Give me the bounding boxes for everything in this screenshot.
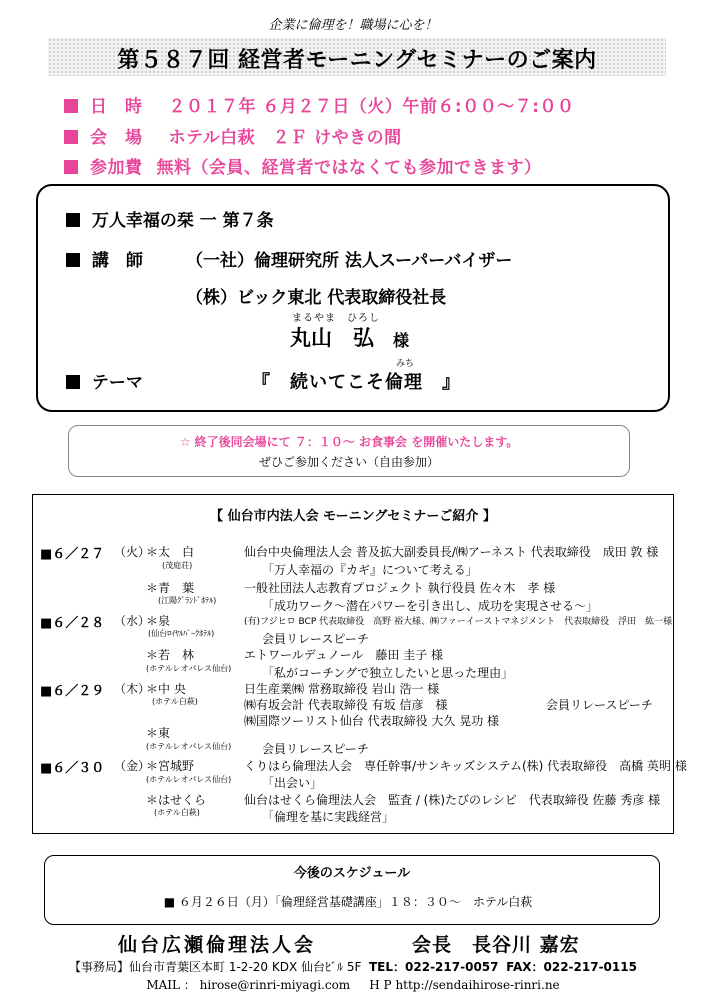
organization-name: 仙台広瀬倫理法人会 (118, 934, 317, 956)
day-dow: （火） (114, 545, 151, 559)
entry-line: エトワールデュノール 藤田 圭子 様 (244, 648, 444, 662)
bullet-square-icon (66, 375, 80, 389)
branch-venue: (ホテル白萩) (154, 808, 200, 817)
theme-label: テーマ (91, 373, 143, 393)
day-date: ■６／２７ (40, 547, 105, 562)
branch-name: ＊宮城野 (146, 759, 195, 773)
entry-line: 仙台中央倫理法人会 普及拡大副委員長/㈱アーネスト 代表取締役 成田 敦 様 (244, 545, 659, 559)
dinner-note: ぜひご参加ください（自由参加） (258, 455, 439, 469)
topic-row (66, 206, 274, 231)
entry-line: 会員リレースピーチ (546, 698, 653, 712)
venue-value: ホテル白萩 ２Ｆ けやきの間 (168, 128, 402, 148)
fax: FAX：022-217-0115 (506, 960, 637, 974)
date-row (64, 92, 575, 117)
entry-line: 「倫理を基に実践経営」 (262, 810, 395, 824)
theme-ruby: みち (396, 359, 415, 369)
entry-line: 「出会い」 (262, 776, 323, 790)
branch-venue: (ホテル白萩) (152, 697, 198, 706)
branch-venue: (ホテルレオパレス仙台) (146, 664, 232, 673)
branch-name: ＊若 林 (146, 648, 195, 662)
phone: TEL：022-217-0057 (369, 960, 499, 974)
email-link[interactable]: hirose@rinri-miyagi.com (199, 978, 351, 992)
lecturer-affiliation-2: （株）ビック東北 代表取締役社長 (186, 288, 447, 308)
branch-name: ＊青 葉 (146, 581, 195, 595)
branch-name: ＊太 白 (146, 545, 195, 559)
speaker-ruby: まるやま ひろし (292, 313, 380, 324)
branch-venue: (ホテルレオパレス仙台) (146, 742, 232, 751)
future-schedule-item: ■ ６月２６日（月）「倫理経営基礎講座」１８：３０～ ホテル白萩 (163, 895, 533, 909)
fee-label: 参加費 (90, 158, 143, 178)
theme-value: 『 続いてこそ倫理 』 (252, 372, 461, 393)
branch-name: ＊泉 (146, 614, 171, 628)
topic: 万人幸福の栞 一 第７条 (91, 211, 274, 231)
branch-name: ＊東 (146, 726, 171, 740)
theme-row (66, 368, 143, 393)
entry-line: 「万人幸福の『カギ』について考える」 (262, 563, 478, 577)
lecturer-affiliation-1: （一社）倫理研究所 法人スーパーバイザー (186, 251, 513, 271)
lecturer-row (66, 246, 143, 271)
intro-title: 【 仙台市内法人会 モーニングセミナーご紹介 】 (210, 509, 496, 524)
entry-line: (有)フジヒロ BCP 代表取締役 高野 裕大様、㈱ファーイーストマネジメント 代表取締役 浮田 紘一様 (244, 617, 673, 627)
fee-row (64, 153, 542, 178)
entry-line: 会員リレースピーチ (262, 742, 369, 756)
branch-venue: (茂庭荘) (162, 561, 193, 570)
venue-label: 会 場 (90, 128, 143, 148)
entry-line: 日生産業㈱ 常務取締役 岩山 浩一 様 (244, 682, 440, 696)
president-name: 会長 長谷川 嘉宏 (412, 934, 580, 956)
future-schedule-title: 今後のスケジュール (293, 866, 411, 881)
day-date: ■６／２９ (40, 684, 105, 699)
hp-label: H P (369, 978, 392, 992)
bullet-square-icon (64, 99, 78, 113)
office-address (0, 958, 706, 975)
date-value: ２０１７年 ６月２７日（火）午前６:００～７:００ (168, 97, 575, 117)
branch-name: ＊はせくら (146, 793, 207, 807)
bullet-square-icon (66, 213, 80, 227)
day-date: ■６／３０ (40, 761, 105, 776)
branch-venue: (江陽ｸﾞﾗﾝﾄﾞﾎﾃﾙ) (158, 596, 217, 605)
venue-row (64, 123, 402, 148)
contact-links (0, 976, 706, 993)
entry-line: 一般社団法人志教育プロジェクト 執行役員 佐々木 孝 様 (244, 581, 556, 595)
homepage-link[interactable]: http://sendaihirose-rinri.ne (395, 978, 560, 992)
entry-line: ㈱有坂会計 代表取締役 有坂 信彦 様 (244, 698, 448, 712)
office-label: 【事務局】 (69, 960, 130, 974)
entry-line: 「私がコーチングで独立したいと思った理由」 (262, 666, 514, 680)
bullet-square-icon (66, 253, 80, 267)
lecturer-label: 講 師 (91, 251, 143, 271)
page-title: 第５８７回 経営者モーニングセミナーのご案内 (117, 48, 597, 73)
date-label: 日 時 (90, 97, 143, 117)
branch-venue: (仙台ﾛｲﾔﾙﾊﾟｰｸﾎﾃﾙ) (148, 629, 215, 638)
fee-value: 無料（会員、経営者ではなくても参加できます） (156, 158, 542, 178)
day-dow: （水） (114, 614, 151, 628)
bullet-square-icon (64, 130, 78, 144)
speaker-name: 丸山 弘 (290, 326, 374, 350)
entry-line: 会員リレースピーチ (262, 632, 369, 646)
entry-line: くりはら倫理法人会 専任幹事/サンキッズシステム(株) 代表取締役 高橋 英明 様 (244, 759, 687, 773)
speaker-honorific: 様 (393, 331, 410, 350)
tagline: 企業に倫理を！職場に心を！ (268, 18, 438, 33)
branch-venue: (ホテルレオパレス仙台) (146, 775, 232, 784)
bullet-square-icon (64, 160, 78, 174)
branch-name: ＊中 央 (146, 682, 186, 696)
day-dow: （金） (114, 759, 151, 773)
dinner-announcement: ☆ 終了後同会場にて ７：１０～ お食事会 を開催いたします。 (179, 435, 519, 449)
entry-line: ㈱国際ツーリスト仙台 代表取締役 大久 晃功 様 (244, 714, 500, 728)
day-date: ■６／２８ (40, 616, 105, 631)
day-dow: （木） (114, 682, 151, 696)
entry-line: 仙台はせくら倫理法人会 監査 / (株)たびのレシピ 代表取締役 佐藤 秀彦 様 (244, 793, 661, 807)
entry-line: 「成功ワーク～潜在パワーを引き出し、成功を実現させる～」 (262, 599, 599, 613)
address: 仙台市青葉区本町 1-2-20 KDX 仙台ﾋﾞﾙ 5F (129, 960, 362, 974)
mail-label: MAIL ： (146, 978, 196, 992)
